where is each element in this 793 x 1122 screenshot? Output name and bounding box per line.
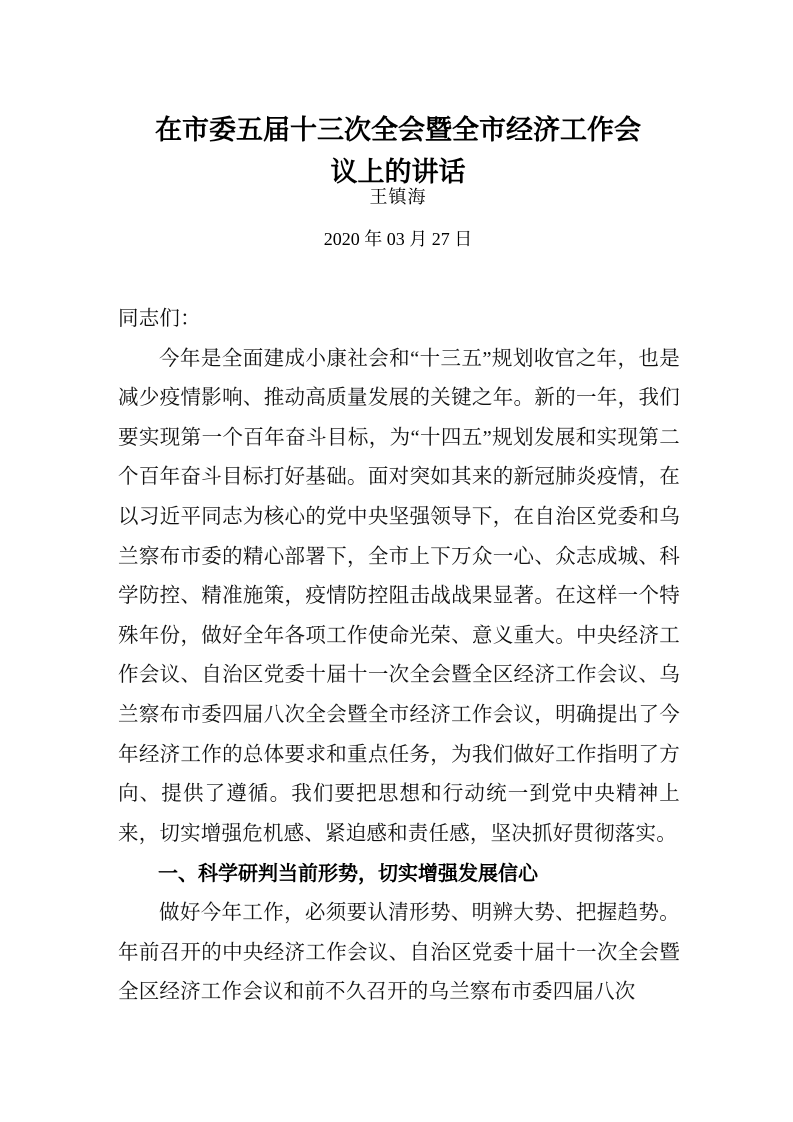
page-title [118,110,678,194]
document-author: 王镇海 [369,187,427,207]
date-month-unit: 月 [409,229,428,249]
document-date [118,226,678,252]
date-day-unit: 日 [454,229,473,249]
section-heading: 一、科学研判当前形势，切实增强发展信心 [158,861,538,886]
salutation: 同志们： [118,308,201,330]
body-paragraph: 今年是全面建成小康社会和“十三五”规划收官之年，也是减少疫情影响、推动高质量发展的关键之年。新的一年，我们要实现第一个百年奋斗目标，为“十四五”规划发展和实现第二个百年奋斗目标打好基础。面对突如其来的新冠肺炎疫情，在以习近平同志为核心的党中央坚强领导下，在自治区党委和乌兰察布市委的精心部署下，全市上下万众一心、众志成城、科学防控、精准施策，疫情防控阻击战战果显著。在这样一个特殊年份，做好全年各项工作使命光荣、意义重大。中央经济工作会议、自治区党委十届十一次全会暨全区经济工作会议、乌兰察布市委四届八次全会暨全市经济工作会议，明确提出了今年经济工作的总体要求和重点任务，为我们做好工作指明了方向、提供了遵循。我们要把思想和行动统一到党中央精神上来，切实增强危机感、紧迫感和责任感，坚决抓好贯彻落实。 [118,347,680,845]
document-body [118,300,680,1013]
body-paragraph: 做好今年工作，必须要认清形势、明辨大势、把握趋势。年前召开的中央经济工作会议、自治区党委十届十一次全会暨全区经济工作会议和前不久召开的乌兰察布市委四届八次 [118,901,680,1004]
page-title-line-1: 在市委五届十三次全会暨全市经济工作会 [155,115,641,147]
date-year-unit: 年 [364,229,383,249]
date-day: 27 [431,229,450,249]
date-month: 03 [386,229,405,249]
date-year: 2020 [323,229,360,249]
page-title-line-2: 议上的讲话 [330,157,466,189]
